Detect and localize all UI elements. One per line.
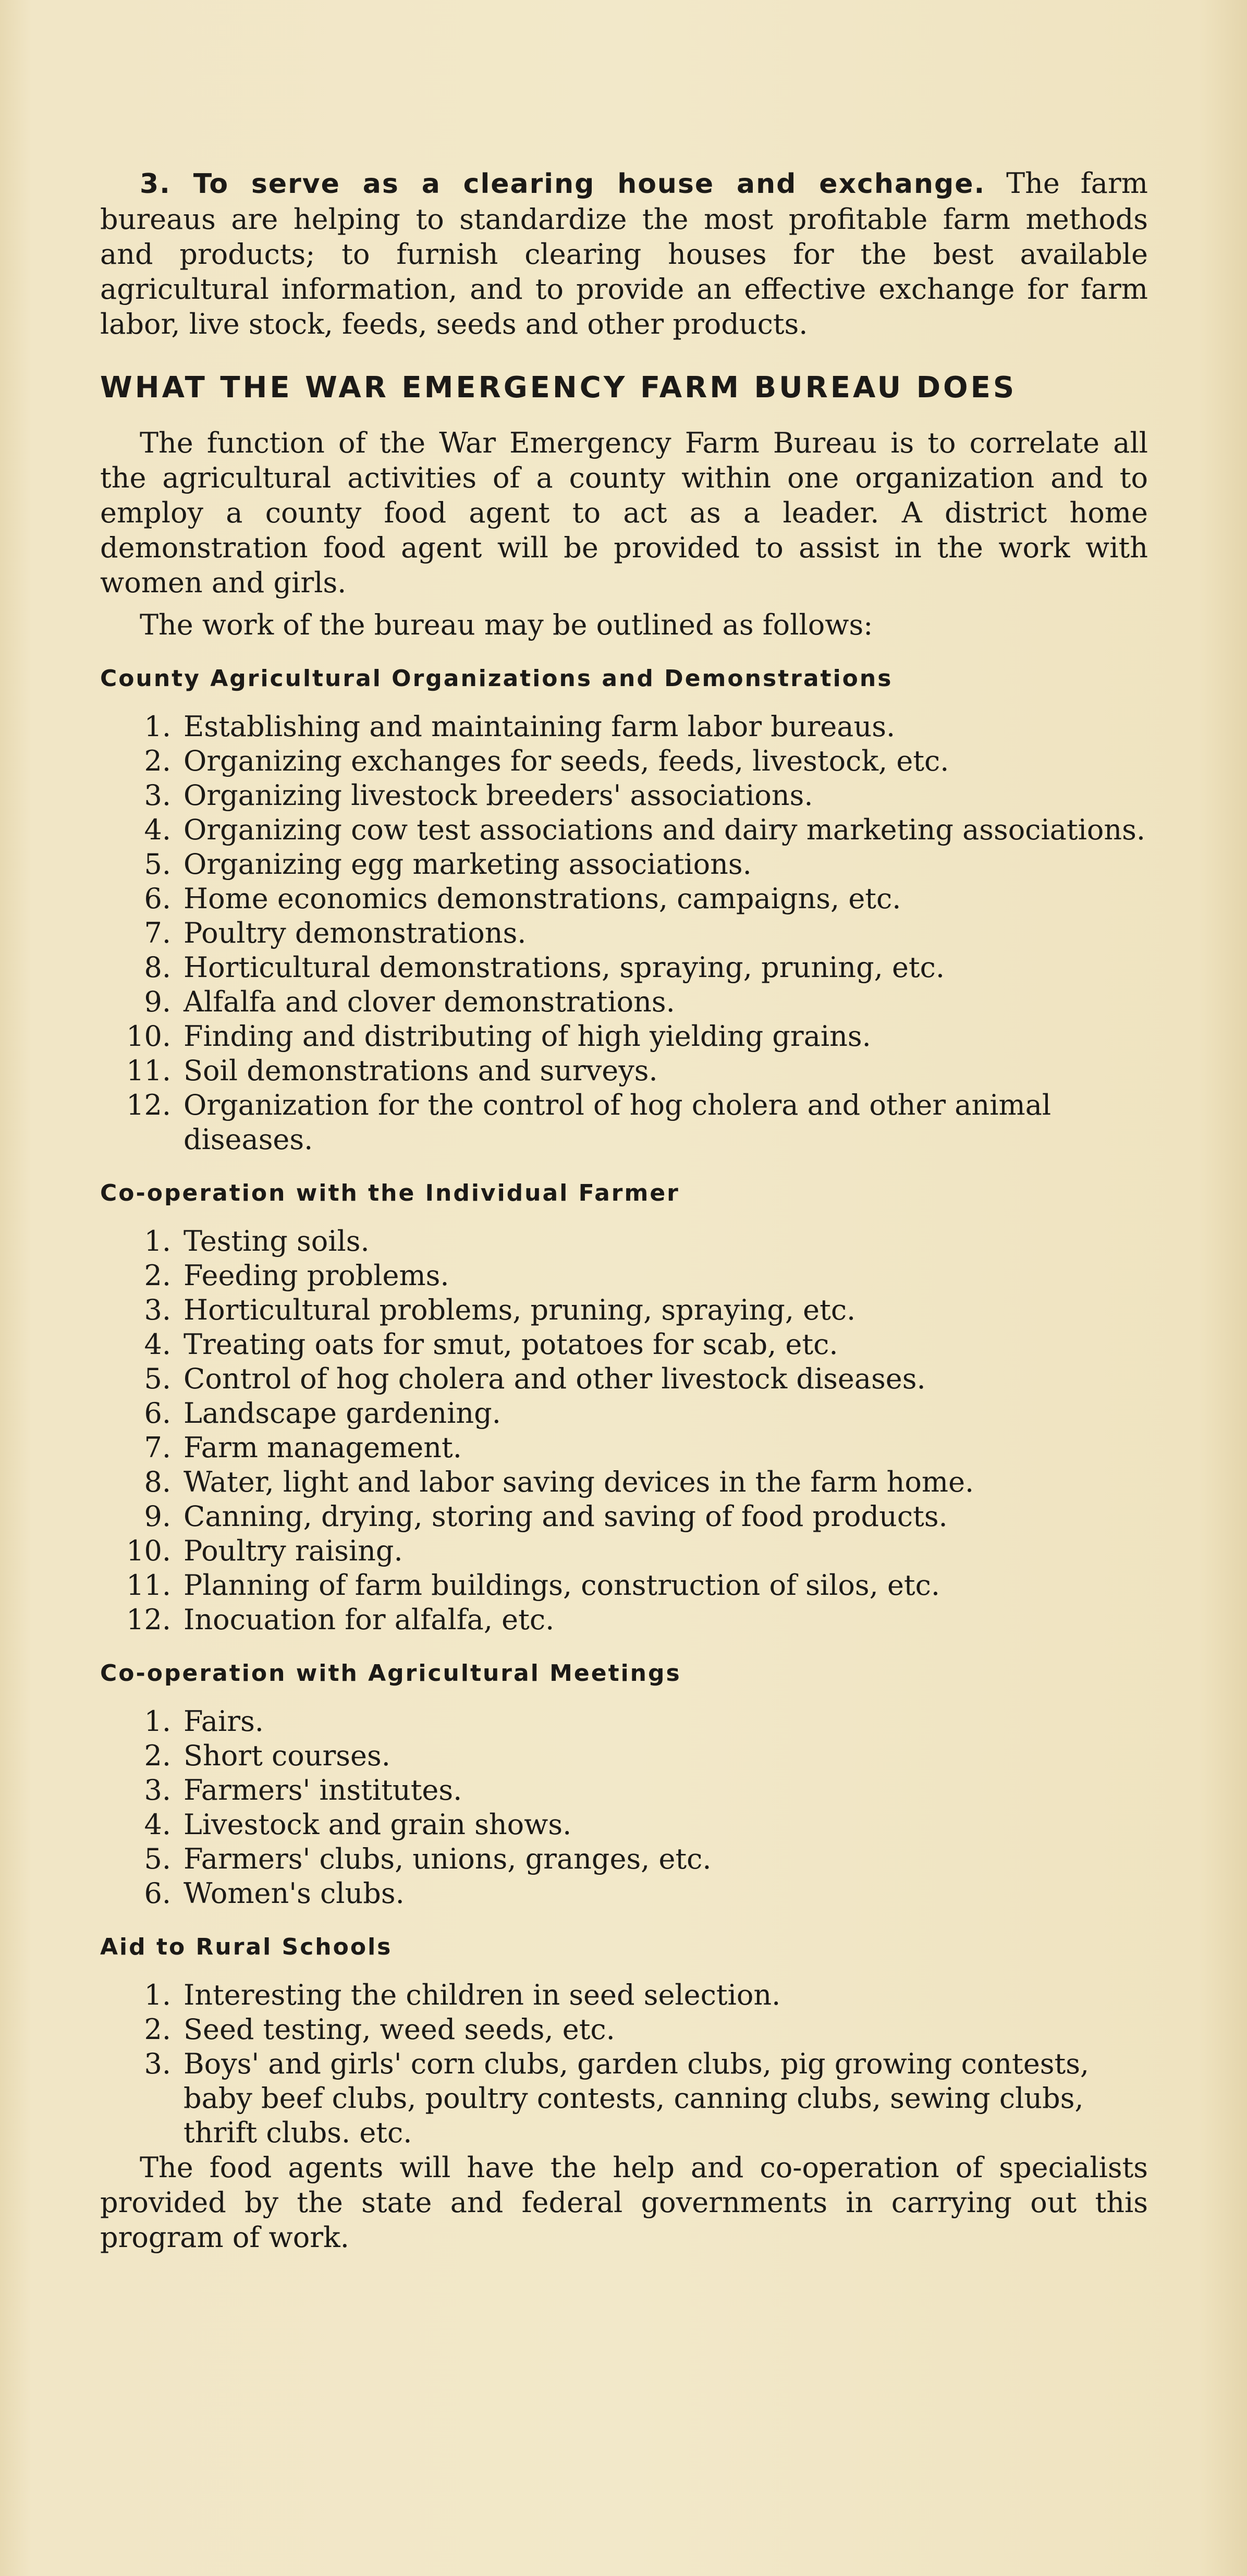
- item-number: 1.: [144, 1979, 171, 2011]
- item-number: 3.: [144, 1293, 171, 1326]
- item-number: 8.: [144, 1466, 171, 1498]
- intro-text: The farm bureaus are helping to standardize the most profitable farm methods and products; to furnish clearing houses for the best available agricultural information, and to provide an effective exchange for farm labor, live stock, feeds, seeds and other products.: [100, 167, 1148, 340]
- item-text: Water, light and labor saving devices in the farm home.: [184, 1466, 974, 1498]
- item-number: 2.: [144, 1739, 171, 1772]
- meetings-list: [100, 1704, 1148, 1911]
- item-text: Planning of farm buildings, construction of silos, etc.: [184, 1569, 940, 1602]
- list-item: [100, 1704, 1148, 1739]
- item-text: Canning, drying, storing and saving of food products.: [184, 1500, 948, 1533]
- item-text: Organizing livestock breeders' associations.: [184, 779, 813, 812]
- item-number: 6.: [144, 882, 171, 915]
- list-item: [100, 950, 1148, 985]
- list-item: [100, 1876, 1148, 1911]
- item-text: Farmers' clubs, unions, granges, etc.: [184, 1842, 712, 1875]
- item-number: 3.: [144, 2047, 171, 2080]
- item-text: Soil demonstrations and surveys.: [184, 1054, 658, 1087]
- item-number: 10.: [126, 1020, 171, 1053]
- list-item: [100, 2047, 1148, 2150]
- closing-paragraph: The food agents will have the help and co-operation of specialists provided by the state and federal governments in carrying out this program of work.: [100, 2151, 1148, 2254]
- list-item: [100, 1842, 1148, 1876]
- item-text: Livestock and grain shows.: [184, 1808, 572, 1841]
- item-number: 9.: [144, 1500, 171, 1533]
- list-item: [100, 1019, 1148, 1054]
- item-text: Organizing exchanges for seeds, feeds, livestock, etc.: [184, 744, 949, 777]
- item-number: 2.: [144, 1259, 171, 1292]
- list-item: [100, 1739, 1148, 1773]
- item-number: 7.: [144, 1431, 171, 1464]
- item-text: Seed testing, weed seeds, etc.: [184, 2013, 615, 2046]
- item-number: 5.: [144, 1842, 171, 1875]
- item-text: Treating oats for smut, potatoes for scab, etc.: [184, 1328, 838, 1361]
- list-item: [100, 1978, 1148, 2012]
- list-item: [100, 1603, 1148, 1637]
- item-text: Finding and distributing of high yielding grains.: [184, 1020, 871, 1053]
- item-number: 12.: [126, 1089, 171, 1121]
- item-text: Boys' and girls' corn clubs, garden clubs, pig growing contests, baby beef clubs, poultry contests, canning clubs, sewing clubs, thrift clubs. etc.: [184, 2047, 1090, 2149]
- item-number: 6.: [144, 1877, 171, 1910]
- intro-paragraph: [100, 166, 1148, 341]
- list-item: [100, 1431, 1148, 1465]
- item-number: 12.: [126, 1603, 171, 1636]
- item-number: 1.: [144, 1705, 171, 1738]
- item-text: Women's clubs.: [184, 1877, 405, 1910]
- item-number: 3.: [144, 1774, 171, 1806]
- item-text: Farmers' institutes.: [184, 1774, 462, 1806]
- item-number: 6.: [144, 1397, 171, 1430]
- county-list: [100, 710, 1148, 1157]
- item-number: 11.: [126, 1054, 171, 1087]
- item-number: 9.: [144, 985, 171, 1018]
- list-item: [100, 1088, 1148, 1157]
- list-item: [100, 1808, 1148, 1842]
- item-number: 4.: [144, 1328, 171, 1361]
- item-text: Interesting the children in seed selection.: [184, 1979, 781, 2011]
- item-text: Horticultural problems, pruning, spraying, etc.: [184, 1293, 856, 1326]
- item-number: 4.: [144, 813, 171, 846]
- item-text: Farm management.: [184, 1431, 462, 1464]
- list-item: [100, 847, 1148, 882]
- item-text: Feeding problems.: [184, 1259, 449, 1292]
- item-number: 11.: [126, 1569, 171, 1602]
- list-item: [100, 1224, 1148, 1259]
- item-text: Poultry demonstrations.: [184, 917, 527, 949]
- item-text: Testing soils.: [184, 1225, 370, 1258]
- item-text: Organizing cow test associations and dairy marketing associations.: [184, 813, 1146, 846]
- item-number: 2.: [144, 2013, 171, 2046]
- subsection-title-rural-schools: Aid to Rural Schools: [100, 1934, 393, 1960]
- list-item: [100, 882, 1148, 916]
- item-number: 4.: [144, 1808, 171, 1841]
- document-content: [100, 166, 1148, 2255]
- list-item: [100, 1362, 1148, 1396]
- list-item: [100, 1293, 1148, 1327]
- item-number: 7.: [144, 917, 171, 949]
- item-number: 2.: [144, 744, 171, 777]
- list-item: [100, 1499, 1148, 1534]
- function-paragraph: The function of the War Emergency Farm Bureau is to correlate all the agricultural activities of a county within one organization and to employ a county food agent to act as a leader. A district home demonstration food agent will be provided to assist in the work with women and girls.: [100, 426, 1148, 599]
- item-text: Home economics demonstrations, campaigns, etc.: [184, 882, 901, 915]
- outline-paragraph: The work of the bureau may be outlined as follows:: [140, 608, 873, 641]
- item-text: Alfalfa and clover demonstrations.: [184, 985, 675, 1018]
- section-heading: WHAT THE WAR EMERGENCY FARM BUREAU DOES: [100, 371, 1017, 405]
- item-number: 5.: [144, 848, 171, 881]
- item-number: 3.: [144, 779, 171, 812]
- list-item: [100, 1054, 1148, 1088]
- subsection-title-meetings: Co-operation with Agricultural Meetings: [100, 1660, 681, 1687]
- rural-schools-list: [100, 1978, 1148, 2150]
- item-number: 1.: [144, 710, 171, 743]
- item-text: Fairs.: [184, 1705, 264, 1738]
- item-number: 8.: [144, 951, 171, 984]
- item-text: Horticultural demonstrations, spraying, pruning, etc.: [184, 951, 945, 984]
- list-item: [100, 744, 1148, 778]
- item-text: Short courses.: [184, 1739, 390, 1772]
- list-item: [100, 1534, 1148, 1568]
- list-item: [100, 2012, 1148, 2047]
- list-item: [100, 916, 1148, 950]
- item-text: Poultry raising.: [184, 1534, 403, 1567]
- list-item: [100, 813, 1148, 847]
- list-item: [100, 1568, 1148, 1603]
- item-text: Landscape gardening.: [184, 1397, 501, 1430]
- item-text: Organizing egg marketing associations.: [184, 848, 752, 881]
- item-text: Establishing and maintaining farm labor bureaus.: [184, 710, 896, 743]
- list-item: [100, 985, 1148, 1019]
- item-text: Inocuation for alfalfa, etc.: [184, 1603, 555, 1636]
- list-item: [100, 1396, 1148, 1431]
- subsection-title-county: County Agricultural Organizations and Demonstrations: [100, 665, 893, 692]
- item-number: 1.: [144, 1225, 171, 1258]
- list-item: [100, 1327, 1148, 1362]
- list-item: [100, 1773, 1148, 1808]
- item-number: 10.: [126, 1534, 171, 1567]
- individual-farmer-list: [100, 1224, 1148, 1637]
- item-number: 5.: [144, 1362, 171, 1395]
- list-item: [100, 710, 1148, 744]
- list-item: [100, 778, 1148, 813]
- item-text: Organization for the control of hog cholera and other animal diseases.: [184, 1089, 1052, 1156]
- subsection-title-individual-farmer: Co-operation with the Individual Farmer: [100, 1180, 680, 1206]
- intro-lead: 3. To serve as a clearing house and exchange.: [140, 168, 986, 200]
- list-item: [100, 1465, 1148, 1499]
- list-item: [100, 1259, 1148, 1293]
- item-text: Control of hog cholera and other livestock diseases.: [184, 1362, 926, 1395]
